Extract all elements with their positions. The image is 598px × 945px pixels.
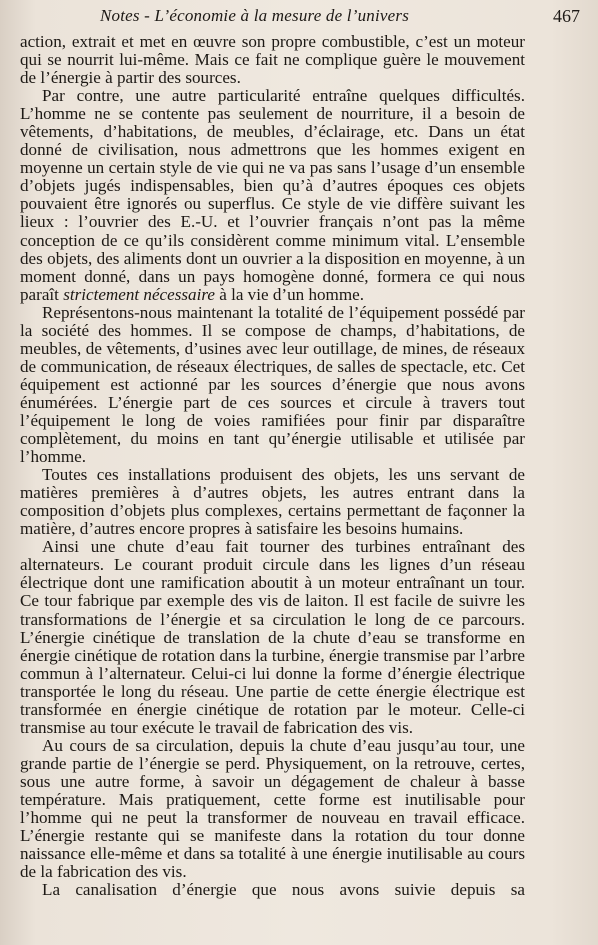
- body-text: [20, 33, 525, 917]
- paragraph: [20, 466, 525, 538]
- paragraph: [20, 33, 525, 87]
- paragraph: [20, 737, 525, 881]
- running-head: [20, 6, 580, 30]
- paragraph-text: Au cours de sa circulation, depuis la chute d’eau jusqu’au tour, une grande partie de l’énergie se perd. Physiquement, on la retrouve, certes, sous une autre forme, à savoir un dégagement de chaleur à basse température. Mais pratiquement, cette forme est inutilisable pour l’homme qui ne peut la transformer de nouveau en travail efficace. L’énergie restante qui se manifeste dans la rotation du tour donne naissance elle-même et dans sa totalité à une énergie inutilisable au cours de la fabrication des vis.: [20, 735, 525, 882]
- paragraph-text: action, extrait et met en œuvre son propre combustible, c’est un moteur qui se nourrit lui-même. Mais ce fait ne complique guère le mouvement de l’énergie à partir des sources.: [20, 32, 525, 88]
- paragraph-text: Toutes ces installations produisent des objets, les uns servant de matières premières à d’autres objets, les autres entrant dans la composition d’objets plus complexes, certains permettant de façonner la matière, d’autres encore propres à satisfaire les besoins humains.: [20, 465, 525, 539]
- paragraph: [20, 304, 525, 466]
- page-number: 467: [553, 6, 580, 26]
- paragraph-text: Représentons-nous maintenant la totalité de l’équipement possédé par la société des hommes. Il se compose de champs, d’habitations, de meubles, de vêtements, d’usines avec leur outillage, de mines, de réseaux de communication, de réseaux électriques, de salles de spectacle, etc. Cet équipement est actionné par les sources d’énergie que nous avons énumérées. L’énergie part de ces sources et circule à travers tout l’équipement le long de voies ramifiées pour finir par disparaître complètement, du moins en tant qu’énergie utilisable et utilisée par l’homme.: [20, 302, 525, 467]
- italic-phrase: strictement nécessaire: [63, 284, 215, 304]
- paragraph-text: Ainsi une chute d’eau fait tourner des turbines entraînant des alternateurs. Le courant produit circule dans les lignes d’un réseau électrique dont une ramification aboutit à un moteur entraînant un tour. Ce tour fabrique par exemple des vis de laiton. Il est facile de suivre les transformations de l’énergie et sa circulation le long de ce parcours. L’énergie cinétique de translation de la chute d’eau se transforme en énergie cinétique de rotation dans la turbine, énergie transmise par l’arbre commun à l’alternateur. Celui-ci lui donne la forme d’énergie électrique transportée le long du réseau. Une partie de cette énergie électrique est transformée en énergie cinétique de rotation par le moteur. Celle-ci transmise au tour exécute le travail de fabrication des vis.: [20, 537, 525, 737]
- running-title: Notes - L’économie à la mesure de l’univers: [100, 6, 410, 25]
- paragraph-text: à la vie d’un homme.: [214, 284, 364, 304]
- paragraph: [20, 87, 525, 304]
- paragraph: [20, 538, 525, 737]
- paragraph-text: Par contre, une autre particularité entraîne quelques difficultés. L’homme ne se contente pas seulement de nourriture, il a besoin de vêtements, d’habitations, de meubles, d’éclairage, etc. Dans un état donné de civilisation, nous admettrons que les hommes exigent en moyenne un certain style de vie qui ne va pas sans l’usage d’un ensemble d’objets jugés indispensables, bien qu’à d’autres époques ces objets pouvaient être ignorés ou superflus. Ce style de vie diffère suivant les lieux : l’ouvrier des E.-U. et l’ouvrier français n’ont pas la même conception de ce qu’ils considèrent comme minimum vital. L’ensemble des objets, des aliments dont un ouvrier a la disposition en moyenne, à un moment donné, dans un pays homogène donné, formera ce qui nous paraît: [20, 86, 525, 304]
- paragraph: [20, 881, 525, 917]
- paragraph-text: La canalisation d’énergie que nous avons suivie depuis sa: [42, 880, 525, 900]
